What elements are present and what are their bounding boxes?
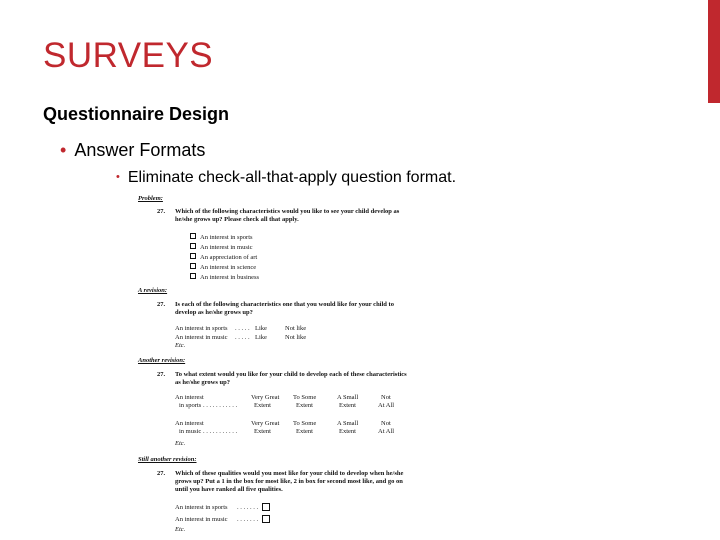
section-label-revision: Still another revision: [138,456,197,463]
bullet-dot-icon: • [60,140,67,160]
checkbox-icon [190,263,196,269]
question-text: Which of the following characteristics would you like to see your child develop as he/she grows up? Please check all that apply. [175,208,400,223]
etc-label: Etc. [175,342,186,349]
questionnaire-scan: Problem: 27. Which of the following characteristics would you like to see your child develop as he/she grows up? Please check all that apply. An interest in sports An interest in music An appreciation of art An interest in science An interest in business A revision: 27. Is each of the following characteristics one that you would like for your child to develop as he/she grows up? An interest in sports . . . . . Like Not like An interest in music . . . . . Like Not like Etc. Another revision: 27. To what extent would you like for your child to develop each of these characteristics as he/she grows up? An interest Very Great To Some A Small Not in sports . . . . . . . . . . . Extent Extent Extent At All An interest Very Great To Some A Small Not in music . . . . . . . . . . . Extent Extent Extent At All Etc. Still another revision: 27. Which of these qualities would you most like for your child to develop when he/she grows up? Put a 1 in the box for most like, 2 in box for second most like, and go on until you have ranked all five qualities. An interest in sports . . . . . . . An interest in music . . . . . . . Etc. [138,195,407,533]
ranking-box-icon [262,503,270,511]
checkbox-icon [190,273,196,279]
question-text: Which of these qualities would you most like for your child to develop when he/she grows up? Put a 1 in the box for most like, 2 in box for second most like, and go on until you have ranked all five qualities. [175,470,404,493]
checkbox-icon [190,243,196,249]
checkbox-option: An interest in science [190,263,256,272]
section-label-problem: Problem: [138,195,163,202]
slide-title: SURVEYS [43,36,214,75]
checkbox-option: An interest in music [190,243,253,252]
bullet-2-text: Eliminate check-all-that-apply question format. [127,169,457,186]
section-label-revision: A revision: [138,287,168,294]
etc-label: Etc. [175,440,186,447]
checkbox-option: An interest in business [190,273,259,282]
checkbox-option: An appreciation of art [190,253,257,262]
slide-subtitle: Questionnaire Design [43,104,230,124]
question-number: 27. [157,208,166,215]
question-text: To what extent would you like for your child to develop each of these characteristics as he/she grows up? [175,371,407,386]
question-number: 27. [157,301,166,308]
question-number: 27. [157,371,166,378]
checkbox-icon [190,253,196,259]
bullet-1-text: Answer Formats [74,140,206,160]
checkbox-option: An interest in sports [190,233,253,242]
section-label-revision: Another revision: [138,357,186,364]
bullet-dot-icon: • [116,171,120,183]
ranking-box-icon [262,515,270,523]
bullet-level-2 [116,169,456,187]
accent-bar [708,0,720,103]
bullet-level-1 [60,140,205,161]
question-number: 27. [157,470,166,477]
question-text: Is each of the following characteristics one that you would like for your child to develop as he/she grows up? [175,301,394,316]
checkbox-icon [190,233,196,239]
etc-label: Etc. [175,526,186,533]
